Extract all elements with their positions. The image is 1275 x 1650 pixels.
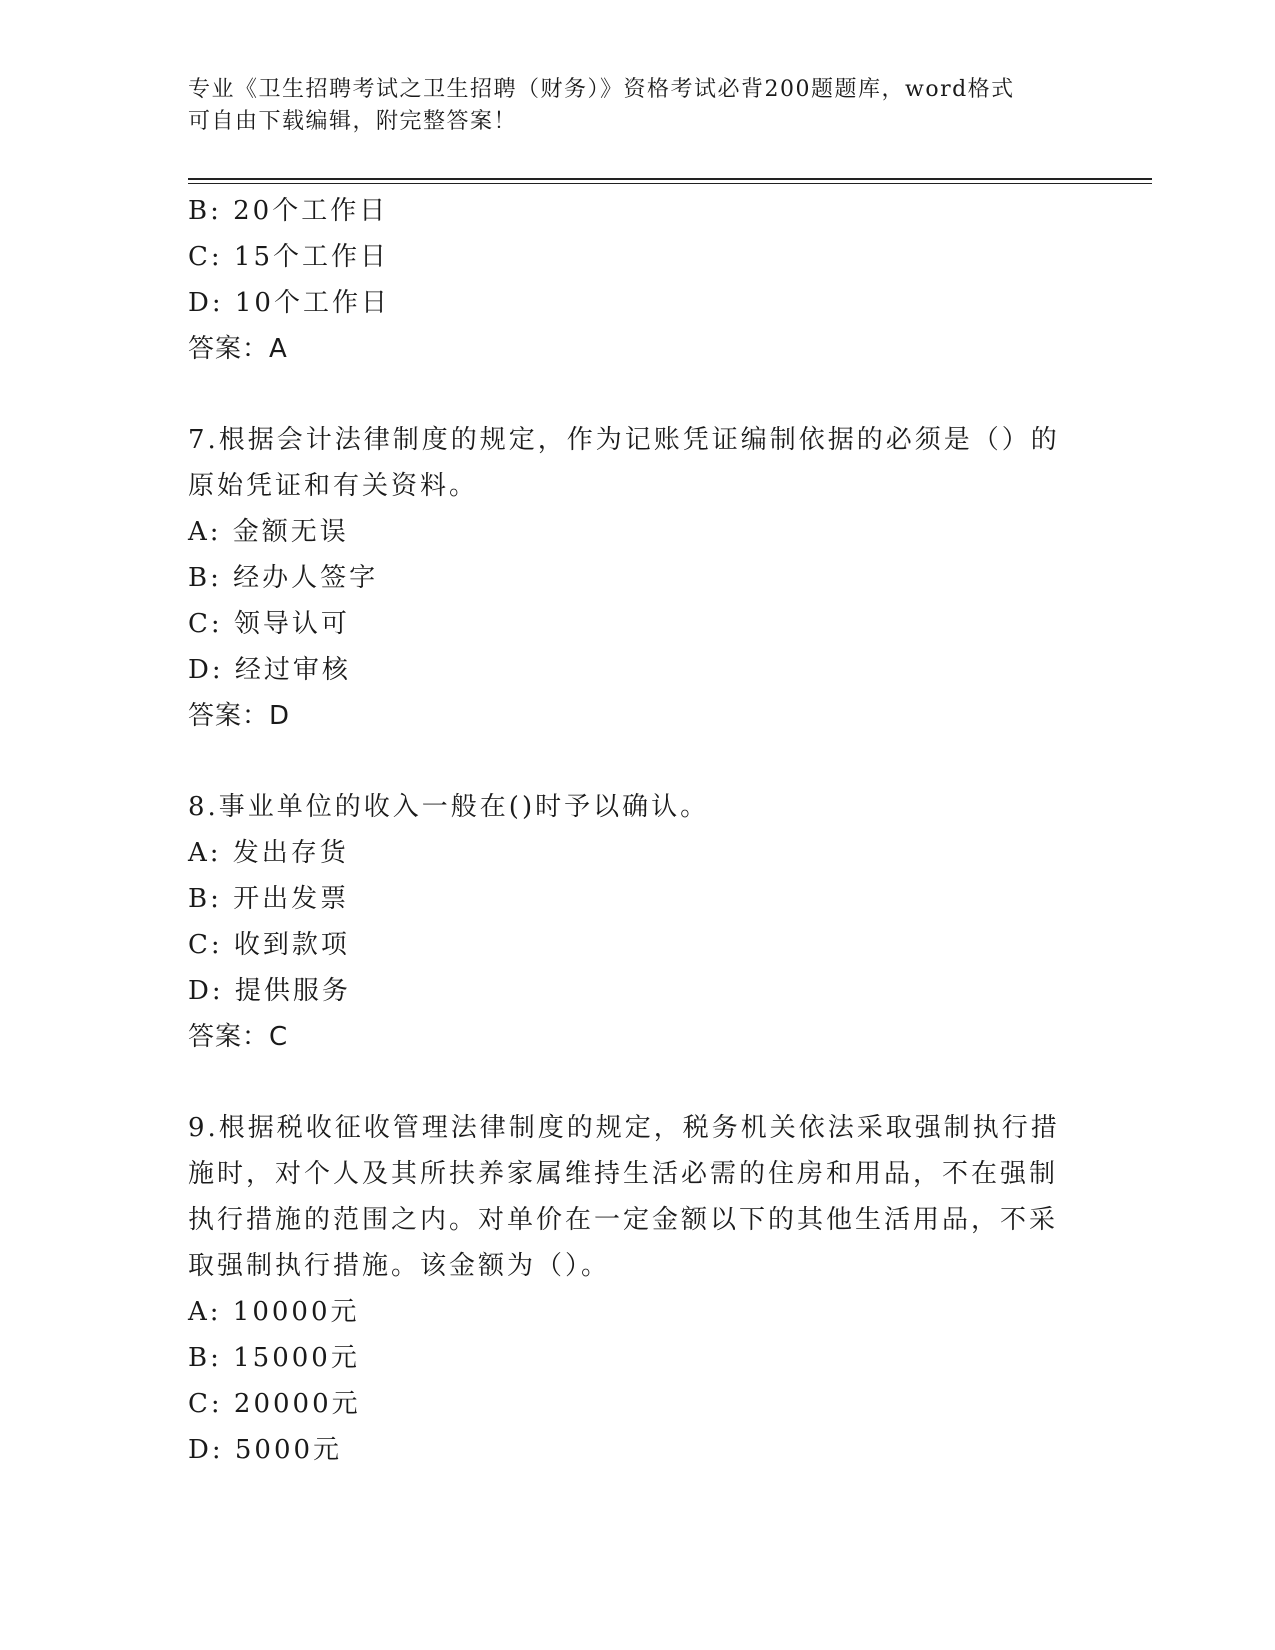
question-text-line: 7.根据会计法律制度的规定，作为记账凭证编制依据的必须是（）的 xyxy=(188,425,1060,455)
question-text-line: 执行措施的范围之内。对单价在一定金额以下的其他生活用品，不采 xyxy=(188,1205,1059,1235)
option-b: B: 经办人签字 xyxy=(188,563,379,593)
document-header xyxy=(188,74,1068,138)
question-text-line: 取强制执行措施。该金额为（）。 xyxy=(188,1251,611,1281)
option-d: D: 5000元 xyxy=(188,1435,343,1465)
question-text-line: 原始凭证和有关资料。 xyxy=(188,471,479,501)
question-spacer xyxy=(188,1060,1068,1105)
option-a: A: 发出存货 xyxy=(188,838,349,868)
option-a: A: 金额无误 xyxy=(188,517,349,547)
question-7 xyxy=(188,417,1068,739)
answer-line: 答案：D xyxy=(188,701,291,731)
question-8 xyxy=(188,784,1068,1060)
question-9 xyxy=(188,1105,1068,1473)
option-c: C: 领导认可 xyxy=(188,609,350,639)
question-list xyxy=(188,188,1068,1473)
option-b: B: 15000元 xyxy=(188,1343,360,1373)
question-text-line: 8.事业单位的收入一般在()时予以确认。 xyxy=(188,792,710,822)
option-d: D: 经过审核 xyxy=(188,655,351,685)
option-d: D: 10个工作日 xyxy=(188,288,390,318)
question-spacer xyxy=(188,372,1068,417)
option-a: A: 10000元 xyxy=(188,1297,360,1327)
answer-line: 答案：A xyxy=(188,334,288,364)
option-c: C: 20000元 xyxy=(188,1389,361,1419)
option-d: D: 提供服务 xyxy=(188,976,351,1006)
option-b: B: 开出发票 xyxy=(188,884,350,914)
option-c: C: 收到款项 xyxy=(188,930,350,960)
option-b: B: 20个工作日 xyxy=(188,196,389,226)
question-text-line: 9.根据税收征收管理法律制度的规定，税务机关依法采取强制执行措 xyxy=(188,1113,1060,1143)
question-6-partial xyxy=(188,188,1068,372)
header-divider-thick xyxy=(188,178,1152,180)
header-line-2: 可自由下载编辑，附完整答案！ xyxy=(188,109,518,134)
option-c: C: 15个工作日 xyxy=(188,242,390,272)
header-divider-thin xyxy=(188,183,1152,184)
question-spacer xyxy=(188,739,1068,784)
answer-line: 答案：C xyxy=(188,1022,289,1052)
question-text-line: 施时，对个人及其所扶养家属维持生活必需的住房和用品，不在强制 xyxy=(188,1159,1059,1189)
header-line-1: 专业《卫生招聘考试之卫生招聘（财务）》资格考试必背200题题库，word格式 xyxy=(188,77,1015,102)
